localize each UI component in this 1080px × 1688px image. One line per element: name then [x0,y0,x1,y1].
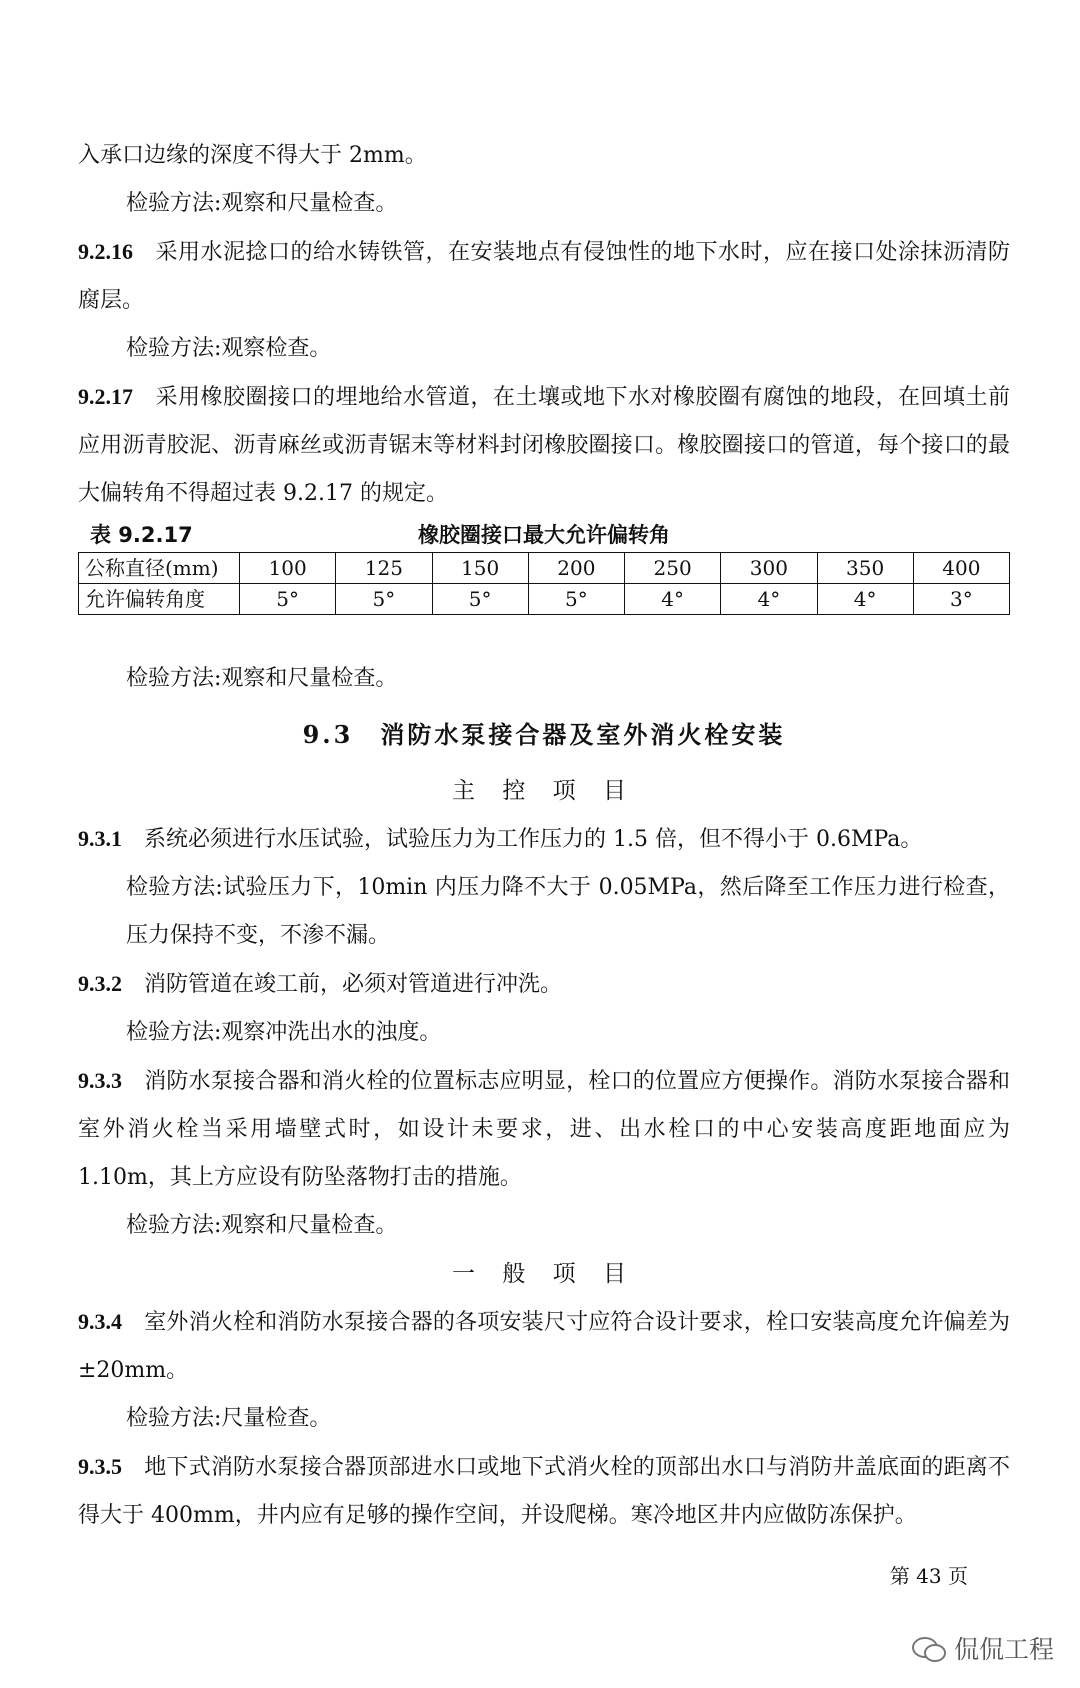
clause-number: 9.3.1 [78,826,122,851]
table-cell: 300 [721,553,817,584]
table-cell: 3° [913,584,1009,615]
row-header: 允许偏转角度 [79,584,240,615]
table-cell: 5° [336,584,432,615]
paragraph-continuation: 入承口边缘的深度不得大于 2mm。 [78,143,427,168]
table-caption [78,518,1010,552]
clause-number: 9.3.3 [78,1068,122,1093]
clause-text: 室外消火栓和消防水泵接合器的各项安装尺寸应符合设计要求，栓口安装高度允许偏差为±20mm。 [78,1310,1010,1383]
clause-text: 地下式消防水泵接合器顶部进水口或地下式消火栓的顶部出水口与消防井盖底面的距离不得大于 400mm，井内应有足够的操作空间，并设爬梯。寒冷地区井内应做防冻保护。 [78,1455,1010,1528]
table-cell: 150 [432,553,528,584]
table-row [79,584,1010,615]
watermark [912,1630,1054,1666]
table-cell: 250 [625,553,721,584]
clause-number: 9.3.5 [78,1454,122,1479]
table-title: 橡胶圈接口最大允许偏转角 [418,523,670,547]
clause-9-3-4 [78,1298,1010,1395]
clause-text: 消防管道在竣工前，必须对管道进行冲洗。 [144,972,563,997]
clause-text: 采用水泥捻口的给水铸铁管，在安装地点有侵蚀性的地下水时，应在接口处涂抹沥清防腐层。 [78,240,1010,313]
page-number: 第 43 页 [889,1564,968,1588]
clause-number: 9.2.17 [78,384,133,409]
inspection-method: 检验方法:尺量检查。 [126,1406,332,1431]
subsection-main-items: 主 控 项 目 [452,778,636,804]
inspection-method: 检验方法:观察和尺量检查。 [126,191,398,216]
section-heading: 9.3 消防水泵接合器及室外消火栓安装 [302,720,786,749]
clause-9-2-16 [78,228,1010,325]
subsection-general-items: 一 般 项 目 [452,1261,636,1287]
clause-9-3-5 [78,1443,1010,1540]
table-row [79,553,1010,584]
table-cell: 350 [817,553,913,584]
watermark-text: 侃侃工程 [953,1635,1054,1664]
clause-9-3-3 [78,1057,1010,1202]
clause-text: 采用橡胶圈接口的埋地给水管道，在土壤或地下水对橡胶圈有腐蚀的地段，在回填土前应用沥青胶泥、沥青麻丝或沥青锯末等材料封闭橡胶圈接口。橡胶圈接口的管道，每个接口的最大偏转角不得超过表 9.2.17 的规定。 [78,385,1010,506]
inspection-method: 检验方法:观察检查。 [126,336,332,361]
clause-number: 9.3.2 [78,971,122,996]
inspection-method: 检验方法:观察冲洗出水的浊度。 [126,1020,442,1045]
clause-9-3-2 [78,960,1010,1009]
clause-number: 9.2.16 [78,239,133,264]
table-cell: 5° [240,584,336,615]
deflection-angle-table [78,552,1010,615]
table-cell: 125 [336,553,432,584]
clause-number: 9.3.4 [78,1309,122,1334]
document-page [78,132,1010,1540]
clause-9-3-1 [78,815,1010,864]
clause-text: 系统必须进行水压试验，试验压力为工作压力的 1.5 倍，但不得小于 0.6MPa。 [144,827,923,852]
table-cell: 100 [240,553,336,584]
table-cell: 200 [528,553,624,584]
table-cell: 4° [817,584,913,615]
clause-9-2-17 [78,373,1010,518]
wechat-icon [912,1635,946,1661]
clause-text: 消防水泵接合器和消火栓的位置标志应明显，栓口的位置应方便操作。消防水泵接合器和室外消火栓当采用墙壁式时，如设计未要求，进、出水栓口的中心安装高度距地面应为 1.10m，其上方应设有防坠落物打击的措施。 [78,1069,1010,1190]
row-header: 公称直径(mm) [79,553,240,584]
inspection-method: 检验方法:观察和尺量检查。 [126,1213,398,1238]
inspection-method: 检验方法:试验压力下，10min 内压力降不大于 0.05MPa，然后降至工作压力进行检查，压力保持不变，不渗不漏。 [126,875,1010,948]
table-cell: 400 [913,553,1009,584]
table-cell: 5° [432,584,528,615]
table-cell: 4° [625,584,721,615]
inspection-method: 检验方法:观察和尺量检查。 [126,666,398,691]
table-cell: 5° [528,584,624,615]
table-cell: 4° [721,584,817,615]
table-number: 表 9.2.17 [90,523,193,547]
